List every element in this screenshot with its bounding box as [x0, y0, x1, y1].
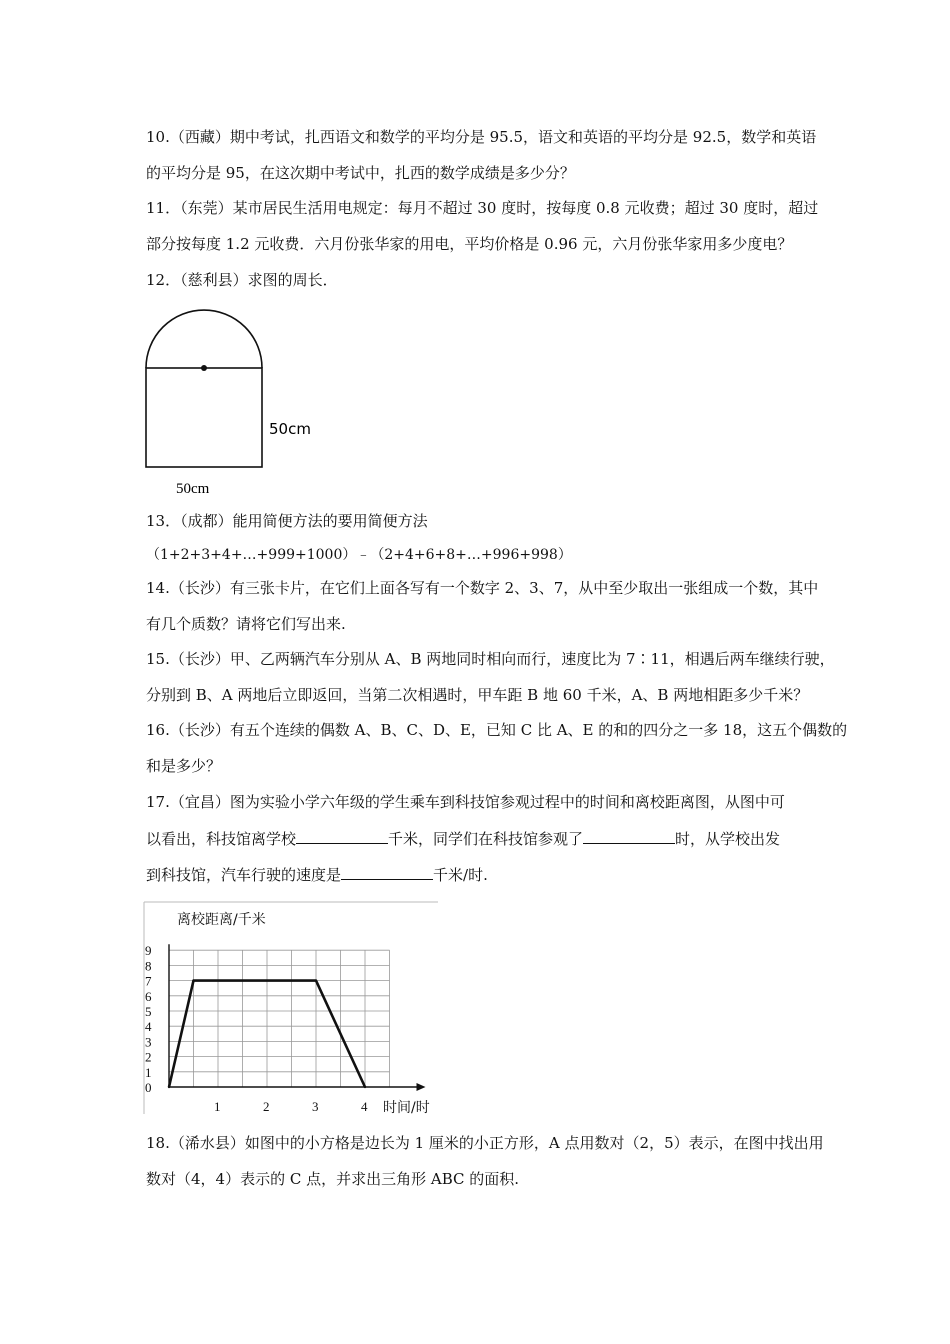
data-point — [364, 1086, 366, 1088]
y-tick-label: 6 — [145, 988, 152, 1004]
side-length-label: 50cm — [269, 420, 311, 438]
y-tick-label: 9 — [145, 943, 152, 959]
distance-time-chart — [143, 900, 443, 1118]
bottom-length-label: 50cm — [176, 481, 210, 497]
answer-blank-visit-time[interactable] — [583, 828, 675, 844]
y-tick-label: 7 — [145, 973, 152, 989]
problem-16-line-2: 和是多少？ — [146, 757, 222, 775]
problem-17-text-b: 千米，同学们在科技馆参观了 — [388, 830, 584, 848]
problem-17-line-1: 17.（宜昌）图为实验小学六年级的学生乘车到科技馆参观过程中的时间和离校距离图，从图中可 — [146, 793, 785, 811]
square-outline — [146, 368, 262, 467]
answer-blank-distance[interactable] — [296, 828, 388, 844]
problem-15-line-1: 15.（长沙）甲、乙两辆汽车分别从 A、B 两地同时相向而行，速度比为 7∶11，相遇后两车继续行驶， — [146, 650, 835, 668]
problem-11-line-2: 部分按每度 1.2 元收费．六月份张华家的用电，平均价格是 0.96 元，六月份张华家用多少度电？ — [146, 235, 793, 253]
x-tick-label: 1 — [214, 1099, 221, 1114]
answer-blank-speed[interactable] — [341, 864, 433, 880]
x-tick-label: 2 — [263, 1099, 270, 1114]
problem-10-line-2: 的平均分是 95，在这次期中考试中，扎西的数学成绩是多少分？ — [146, 164, 575, 182]
perimeter-figure — [140, 300, 340, 500]
problem-10-line-1: 10.（西藏）期中考试，扎西语文和数学的平均分是 95.5，语文和英语的平均分是 92.5，数学和英语 — [146, 128, 817, 146]
y-tick-label: 4 — [145, 1019, 152, 1035]
problem-17-text-a: 以看出，科技馆离学校 — [146, 830, 297, 848]
y-tick-label: 8 — [145, 958, 152, 974]
y-tick-label: 1 — [145, 1064, 152, 1080]
y-tick-label: 2 — [145, 1049, 152, 1065]
problem-16-line-1: 16.（长沙）有五个连续的偶数 A、B、C、D、E，已知 C 比 A、E 的和的四分之一多 18，这五个偶数的 — [146, 721, 848, 739]
problem-17-text-d: 到科技馆，汽车行驶的速度是 — [146, 866, 342, 884]
problem-17-line-2 — [146, 828, 780, 849]
problem-14-line-1: 14.（长沙）有三张卡片，在它们上面各写有一个数字 2、3、7，从中至少取出一张组成一个数，其中 — [146, 579, 819, 597]
data-point — [168, 1086, 170, 1088]
semicircle-arc — [146, 310, 262, 368]
y-tick-label: 3 — [145, 1034, 152, 1050]
problem-13-line-1: 13．（成都）能用简便方法的要用简便方法 — [146, 512, 428, 530]
x-tick-label: 3 — [312, 1099, 319, 1114]
problem-18-line-1: 18.（浠水县）如图中的小方格是边长为 1 厘米的小正方形，A 点用数对（2，5）表示，在图中找出用 — [146, 1134, 824, 1152]
x-axis-label: 时间/时 — [383, 1100, 430, 1116]
problem-17-line-3 — [146, 864, 488, 885]
data-point — [192, 979, 194, 981]
problem-18-line-2: 数对（4，4）表示的 C 点，并求出三角形 ABC 的面积. — [146, 1170, 520, 1188]
y-tick-label: 0 — [145, 1080, 152, 1095]
problem-14-line-2: 有几个质数？请将它们写出来. — [146, 615, 346, 633]
x-axis-arrow — [417, 1083, 426, 1091]
problem-17-text-e: 千米/时. — [433, 866, 488, 884]
problem-17-text-c: 时，从学校出发 — [675, 830, 781, 848]
x-tick-label: 4 — [361, 1099, 368, 1114]
data-point — [315, 979, 317, 981]
problem-13-expression: （1+2+3+4+…+999+1000）﹣（2+4+6+8+…+996+998） — [146, 547, 572, 563]
problem-12-line-1: 12．（慈利县）求图的周长． — [146, 271, 338, 289]
chart-svg — [143, 900, 443, 1118]
center-dot — [201, 365, 207, 371]
problem-11-line-1: 11．（东莞）某市居民生活用电规定：每月不超过 30 度时，按每度 0.8 元收费；超过 30 度时，超过 — [146, 199, 819, 217]
problem-15-line-2: 分别到 B、A 两地后立即返回，当第二次相遇时，甲车距 B 地 60 千米，A、B 两地相距多少千米？ — [146, 686, 809, 704]
y-tick-label: 5 — [145, 1004, 152, 1019]
chart-title: 离校距离/千米 — [177, 912, 266, 928]
